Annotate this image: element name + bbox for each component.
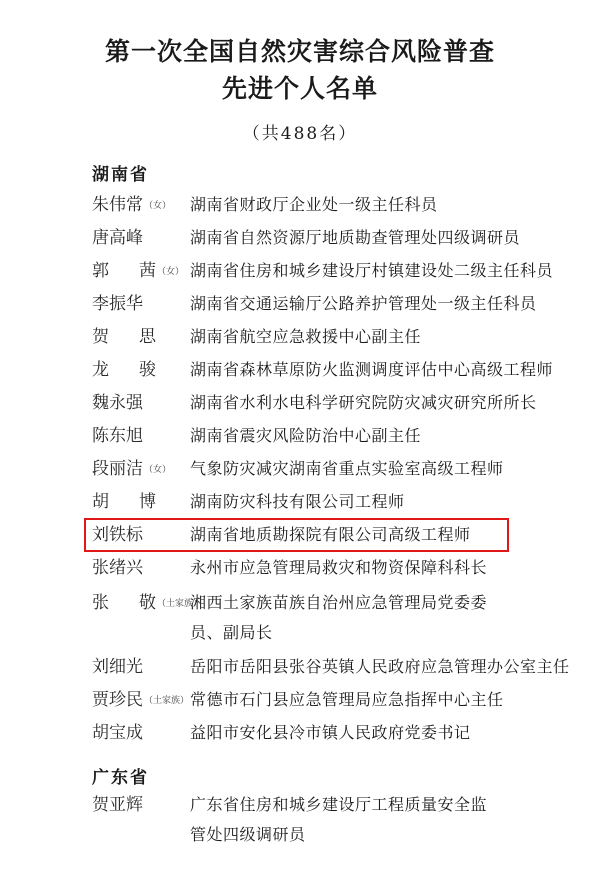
person-position: 湘西土家族苗族自治州应急管理局党委委员、副局长 [190,593,488,642]
person-name-part: 唐高峰 [92,228,143,248]
person-position: 广东省住房和城乡建设厅工程质量安全监管处四级调研员 [190,795,488,844]
person-name-part: 思 [139,327,156,347]
person-name-part: 骏 [139,360,156,380]
highlight-box [84,518,509,552]
person-position: 常德市石门县应急管理局应急指挥中心主任 [190,690,504,709]
person-name [92,718,143,748]
person-name [92,256,184,287]
person-name-part: 贾珍民 [92,690,143,710]
person-position: 湖南防灾科技有限公司工程师 [190,492,405,511]
person-name-part: 敬 [139,593,156,613]
province-heading-guangdong: 广东省 [92,768,149,788]
person-position: 湖南省水利水电科学研究院防灾减灾研究所所长 [190,393,537,412]
person-row [92,790,532,844]
person-name-part: 朱伟常 [92,195,143,215]
person-row [92,487,532,517]
person-row [92,322,532,352]
person-position: 湖南省震灾风险防治中心副主任 [190,426,422,445]
total-count: （共488名） [242,124,358,144]
person-name-part: 李振华 [92,294,143,314]
province-heading-hunan: 湖南省 [92,165,149,185]
person-name [92,190,171,221]
person-name [92,588,202,619]
person-name [92,790,143,820]
person-row [92,355,554,385]
person-name [92,421,143,451]
person-tag: （女） [144,464,172,475]
person-tag: （土家族） [144,695,190,706]
person-row [92,454,532,484]
person-position: 湖南省航空应急救援中心副主任 [190,327,422,346]
person-position: 湖南省住房和城乡建设厅村镇建设处二级主任科员 [190,261,554,280]
person-row [92,289,537,319]
person-name-part: 茜 [139,261,156,281]
person-position: 湖南省自然资源厅地质勘查管理处四级调研员 [190,228,521,247]
person-row [92,190,532,220]
person-name-part: 段丽洁 [92,459,143,479]
person-name-part: 陈东旭 [92,426,143,446]
person-name-part: 贺亚辉 [92,795,143,815]
document-title-line1: 第一次全国自然灾害综合风险普查 [104,37,495,66]
person-name [92,322,156,352]
person-name-part: 博 [139,492,156,512]
person-row [92,588,532,642]
person-name [92,223,143,253]
person-name-part: 刘铁标 [92,525,143,545]
person-name [92,652,143,682]
person-position: 湖南省交通运输厅公路养护管理处一级主任科员 [190,294,537,313]
person-position: 湖南省森林草原防火监测调度评估中心高级工程师 [190,360,554,379]
person-row [92,553,532,583]
person-name-part: 刘细光 [92,657,143,677]
person-position: 永州市应急管理局救灾和物资保障科科长 [190,558,488,577]
person-name [92,454,171,485]
person-name-part: 贺 [92,327,109,347]
person-row [92,256,554,286]
person-name-part: 龙 [92,360,109,380]
document-title-line2: 先进个人名单 [221,74,378,103]
person-name [92,487,156,517]
person-tag: （女） [157,266,185,277]
person-name-part: 张 [92,593,109,613]
person-position: 气象防灾减灾湖南省重点实验室高级工程师 [190,459,504,478]
person-row [92,223,532,253]
person-position: 湖南省地质勘探院有限公司高级工程师 [190,525,471,544]
person-name [92,289,143,319]
person-name [92,685,189,716]
person-row [92,718,532,748]
person-name [92,355,156,385]
person-row [92,685,532,715]
person-position: 湖南省财政厅企业处一级主任科员 [190,195,438,214]
person-tag: （土家族） [157,598,203,609]
person-name [92,553,143,583]
person-position: 岳阳市岳阳县张谷英镇人民政府应急管理办公室主任 [190,657,570,676]
person-tag: （女） [144,200,172,211]
person-name-part: 郭 [92,261,109,281]
person-row [92,388,537,418]
person-position: 益阳市安化县冷市镇人民政府党委书记 [190,723,471,742]
person-name-part: 胡 [92,492,109,512]
person-name [92,388,143,418]
person-name-part: 张绪兴 [92,558,143,578]
person-name-part: 魏永强 [92,393,143,413]
person-row [92,652,570,682]
person-row [92,421,532,451]
person-name-part: 胡宝成 [92,723,143,743]
